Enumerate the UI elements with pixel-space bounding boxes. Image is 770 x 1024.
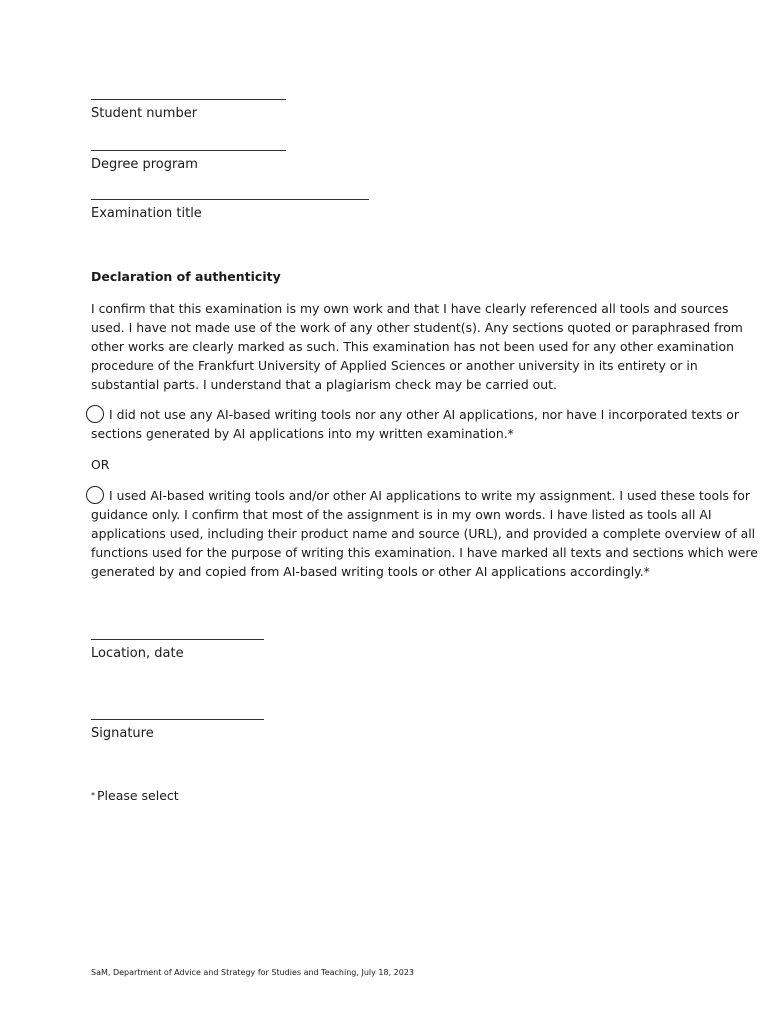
please-select-text: Please select	[97, 788, 179, 803]
page-footer: SaM, Department of Advice and Strategy for Studies and Teaching, July 18, 2023	[91, 968, 415, 977]
location-date-line[interactable]	[91, 639, 264, 640]
examination-title-field[interactable]	[91, 199, 369, 222]
used-ai-text-line: functions used for the purpose of writing this examination. I have marked all texts and sections which were	[91, 545, 758, 560]
please-select-note	[91, 788, 179, 804]
used-ai-text-line: generated by and copied from AI-based writing tools or other AI applications accordingly.*	[91, 564, 650, 579]
signature-line[interactable]	[91, 719, 264, 720]
or-label: OR	[91, 457, 110, 472]
location-date-label: Location, date	[91, 646, 184, 661]
declaration-body	[91, 299, 767, 394]
used-ai-text-line: applications used, including their product name and source (URL), and provided a complete overview of all	[91, 526, 756, 541]
student-number-line[interactable]	[91, 99, 286, 100]
location-date-field[interactable]	[91, 639, 264, 662]
no-ai-text	[91, 405, 739, 443]
degree-program-label: Degree program	[91, 157, 198, 172]
declaration-body-line: procedure of the Frankfurt University of Applied Sciences or another university in its entirety or in	[91, 358, 698, 373]
declaration-body-line: I confirm that this examination is my own work and that I have clearly referenced all tools and sources	[91, 301, 729, 316]
no-ai-text-line: sections generated by AI applications into my written examination.*	[91, 426, 514, 441]
examination-title-label: Examination title	[91, 206, 202, 221]
student-number-label: Student number	[91, 106, 198, 121]
footnote-star: *	[91, 791, 95, 800]
declaration-body-line: used. I have not made use of the work of any other student(s). Any sections quoted or paraphrased from	[91, 320, 743, 335]
declaration-body-line: other works are clearly marked as such. This examination has not been used for any other examination	[91, 339, 734, 354]
declaration-heading: Declaration of authenticity	[91, 269, 281, 284]
used-ai-text-line: I used AI-based writing tools and/or other AI applications to write my assignment. I used these tools for	[109, 488, 750, 503]
examination-title-line[interactable]	[91, 199, 369, 200]
used-ai-text-line: guidance only. I confirm that most of the assignment is in my own words. I have listed as tools all AI	[91, 507, 712, 522]
signature-label: Signature	[91, 726, 154, 741]
signature-field[interactable]	[91, 719, 264, 742]
degree-program-line[interactable]	[91, 150, 286, 151]
declaration-body-line: substantial parts. I understand that a plagiarism check may be carried out.	[91, 377, 557, 392]
student-number-field[interactable]	[91, 99, 286, 122]
used-ai-text	[91, 486, 758, 581]
degree-program-field[interactable]	[91, 150, 286, 173]
no-ai-text-line: I did not use any AI-based writing tools nor any other AI applications, nor have I incorporated texts or	[109, 407, 739, 422]
